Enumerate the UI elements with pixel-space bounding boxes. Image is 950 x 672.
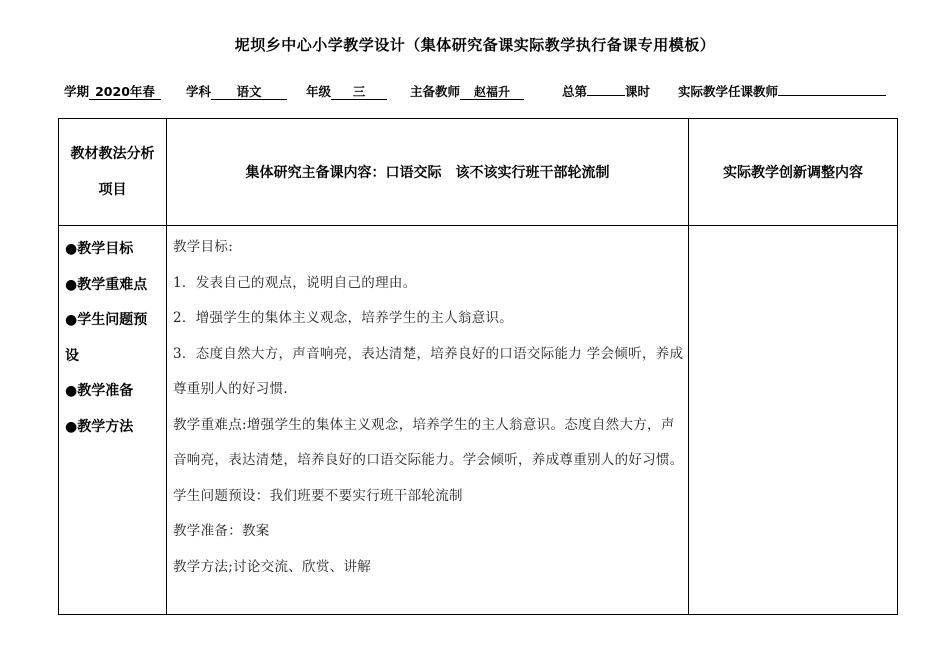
grade-label: 年级 [306,84,332,99]
header-right-cell: 实际教学创新调整内容 [689,119,898,226]
side-item: 设 [65,347,79,364]
side-item: ●教学目标 [65,241,134,257]
meta-row [64,82,161,100]
grade-group [306,82,387,100]
table-header-row [59,119,898,226]
teacher-group [410,82,524,100]
teacher-value: 赵福升 [460,85,524,100]
content-line: 教学重难点:增强学生的集体主义观念，培养学生的主人翁意识。态度自然大方，声音响亮，表达清楚，培养良好的口语交际能力。学会倾听，养成尊重别人的好习惯。 [173,416,684,468]
side-items-cell [59,226,167,615]
content-line: 教学准备：教案 [173,523,270,539]
content-line: 2．增强学生的集体主义观念，培养学生的主人翁意识。 [173,310,514,326]
actual-teacher-label: 实际教学任课教师 [678,84,779,99]
total-value [587,95,625,96]
side-item: ●教学方法 [65,418,134,435]
lesson-plan-table [58,118,898,615]
content-cell [167,226,689,615]
document-title: 坭坝乡中心小学教学设计（集体研究备课实际教学执行备课专用模板） [234,36,716,54]
actual-teacher-value [778,95,886,96]
content-line: 教学目标: [173,239,234,255]
actual-teacher-group [678,82,886,100]
header-middle-cell: 集体研究主备课内容：口语交际 该不该实行班干部轮流制 [167,119,689,226]
lesson-label: 课时 [625,84,651,99]
side-item: ●教学重难点 [65,276,148,293]
side-item: ●教学准备 [65,383,134,399]
adjustment-cell [689,226,898,615]
teacher-label: 主备教师 [410,84,461,99]
header-left-cell [59,119,167,226]
subject-label: 学科 [186,84,212,99]
term-label: 学期 [64,84,90,99]
header-left-line1: 教材教法分析 [70,146,155,162]
content-line: 3．态度自然大方，声音响亮，表达清楚，培养良好的口语交际能力 学会倾听，养成尊重别人的好习惯. [173,345,684,397]
total-group [562,82,650,100]
side-item: ●学生问题预 [65,312,148,328]
table-body-row [59,226,898,615]
content-line: 教学方法;讨论交流、欣赏、讲解 [173,558,372,575]
total-label: 总第 [562,84,588,99]
term-value: 2020年春 [89,85,161,100]
content-line: 1．发表自己的观点，说明自己的理由。 [173,274,417,291]
grade-value: 三 [331,85,387,100]
content-line: 学生问题预设：我们班要不要实行班干部轮流制 [173,487,463,504]
subject-group [186,82,287,100]
subject-value: 语文 [211,85,287,100]
header-left-line2: 项目 [98,182,127,198]
